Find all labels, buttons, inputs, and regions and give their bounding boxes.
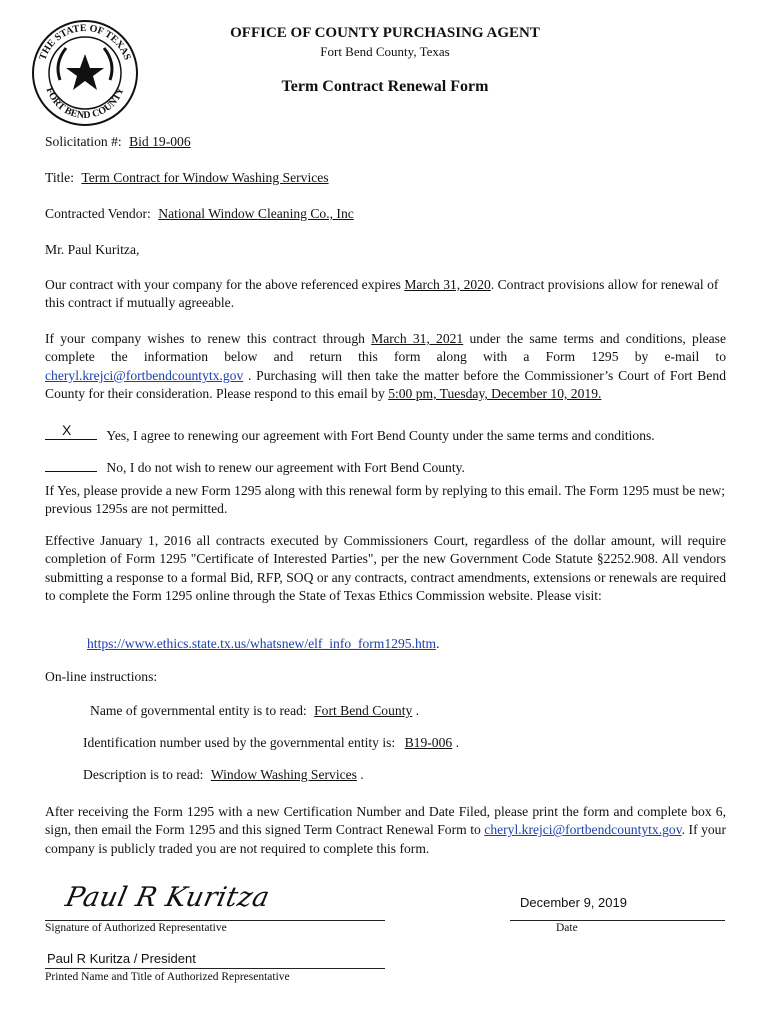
vendor-value: National Window Cleaning Co., Inc <box>158 206 354 221</box>
vendor-row <box>45 206 354 222</box>
email-link[interactable]: cheryl.krejci@fortbendcountytx.gov <box>45 367 244 383</box>
printed-name-line <box>45 968 385 969</box>
no-option <box>45 458 465 476</box>
title-label: Title: <box>45 170 74 185</box>
handwritten-signature: Paul R Kuritza <box>62 882 273 913</box>
description-value: Window Washing Services <box>210 767 357 782</box>
para2-text-b: under the same terms and conditions, please complete the information below and return this form along with a Form 1295 by e-mail to <box>45 331 726 365</box>
svg-text:FORT BEND COUNTY: FORT BEND COUNTY <box>43 86 127 122</box>
signature-date: December 9, 2019 <box>520 895 627 910</box>
title-value: Term Contract for Window Washing Services <box>81 170 329 185</box>
yes-option <box>45 422 655 444</box>
yes-checkbox-line[interactable] <box>45 422 97 440</box>
entity-label: Name of governmental entity is to read: <box>90 703 307 718</box>
para1-text-b: . Contract provisions allow for renewal of this contract if mutually agreeable. <box>45 277 719 311</box>
expiration-date: March 31, 2020 <box>404 277 491 292</box>
id-row: Identification number used by the governmental entity is: B19-006 . <box>83 735 459 750</box>
id-label: Identification number used by the governmental entity is: <box>83 735 396 750</box>
paragraph-instructions <box>45 803 726 858</box>
county-subheading: Fort Bend County, Texas <box>320 44 450 59</box>
printed-name-label: Printed Name and Title of Authorized Representative <box>45 971 290 983</box>
id-value: B19-006 <box>404 735 453 750</box>
solicitation-label: Solicitation #: <box>45 134 122 149</box>
signature-line <box>45 920 385 921</box>
description-label: Description is to read: <box>83 767 204 782</box>
para5-text-b: . If your company is publicly traded you are not required to complete this form. <box>45 822 727 856</box>
renewal-date: March 31, 2021 <box>371 331 464 346</box>
vendor-label: Contracted Vendor: <box>45 206 151 221</box>
paragraph-expiration <box>45 276 726 313</box>
paragraph-renewal <box>45 330 726 404</box>
online-heading: On-line instructions: <box>45 669 158 684</box>
yes-option-text: Yes, I agree to renewing our agreement with Fort Bend County under the same terms and conditions. <box>106 428 655 443</box>
paragraph-statute: Effective January 1, 2016 all contracts executed by Commissioners Court, regardless of the dollar amount, will require completion of Form 1295 "Certificate of Interested Parties", per the new Government Code Statute §2252.908. All vendors submitting a response to a formal Bid, RFP, SOQ or any contracts, contract amendments, extensions or renewals are required to complete the Form 1295 online through the State of Texas Ethics Commission website. Please visit: <box>45 533 726 604</box>
no-checkbox-line[interactable] <box>45 458 97 472</box>
form-title: Term Contract Renewal Form <box>281 78 489 95</box>
para2-text-c: . Purchasing will then take the matter before the Commissioner’s Court of Fort Bend County for their consideration. Please respond to this email by <box>45 367 726 402</box>
solicitation-value: Bid 19-006 <box>129 134 191 149</box>
salutation: Mr. Paul Kuritza, <box>45 242 140 257</box>
ethics-link[interactable]: https://www.ethics.state.tx.us/whatsnew/elf_info_form1295.htm <box>87 636 437 651</box>
county-seal <box>30 18 140 128</box>
svg-text:THE STATE OF TEXAS: THE STATE OF TEXAS <box>37 22 133 62</box>
yes-mark: X <box>62 422 72 438</box>
para1-text-a: Our contract with your company for the above referenced expires <box>45 277 405 292</box>
description-row: Description is to read: Window Washing Services . <box>83 767 364 782</box>
office-heading: OFFICE OF COUNTY PURCHASING AGENT <box>230 25 540 41</box>
star-icon <box>66 54 104 90</box>
date-label: Date <box>556 922 578 934</box>
entity-value: Fort Bend County <box>314 703 413 718</box>
response-deadline: 5:00 pm, Tuesday, December 10, 2019. <box>388 386 602 402</box>
entity-row: Name of governmental entity is to read: Fort Bend County . <box>90 703 420 718</box>
email-link-2[interactable]: cheryl.krejci@fortbendcountytx.gov <box>484 822 682 838</box>
solicitation-row <box>45 134 191 150</box>
paragraph-form-1295: If Yes, please provide a new Form 1295 along with this renewal form by replying to this email. The Form 1295 must be new; previous 1295s are not permitted. <box>45 483 726 517</box>
no-option-text: No, I do not wish to renew our agreement with Fort Bend County. <box>106 460 465 475</box>
printed-name: Paul R Kuritza / President <box>47 951 196 966</box>
para2-text-a: If your company wishes to renew this contract through <box>45 331 372 346</box>
title-row <box>45 170 329 186</box>
signature-label: Signature of Authorized Representative <box>45 922 227 934</box>
date-line <box>510 920 725 921</box>
para5-text-a: After receiving the Form 1295 with a new Certification Number and Date Filed, please print the form and complete box 6, sign, then email the Form 1295 and this signed Term Contract Renewal Form to <box>45 804 726 838</box>
ethics-link-row: https://www.ethics.state.tx.us/whatsnew/elf_info_form1295.htm. <box>87 636 440 651</box>
